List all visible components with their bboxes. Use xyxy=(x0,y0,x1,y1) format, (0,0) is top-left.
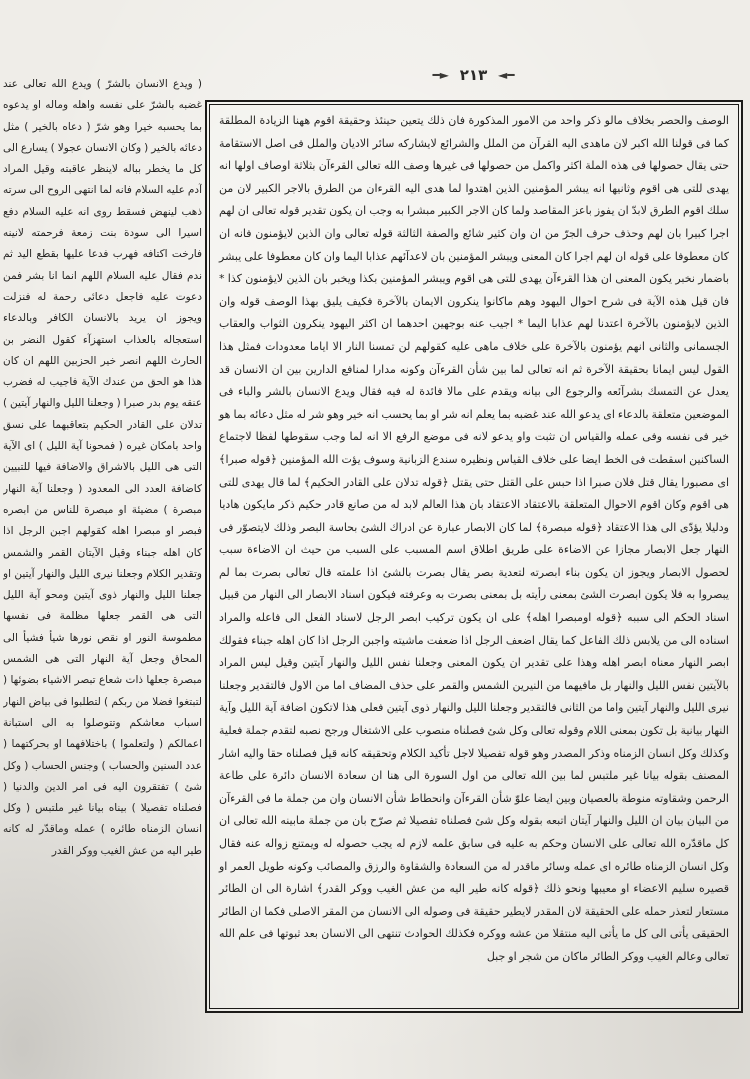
page-number: ٢١٣ xyxy=(459,66,488,84)
page-number-ornament-right: ━◄ xyxy=(498,68,515,82)
page-header xyxy=(205,66,742,84)
page-number-ornament-left: ►━ xyxy=(432,68,449,82)
main-commentary-text: الوصف والحصر بخلاف مالو ذكر واحد من الامور المذكورة فان ذلك يتعين حينئذ وحقيقة اقوم ههنا الزيادة المطلقة كما فى قولنا الله اكبر لان ماهدى اليه القرآن من الملل والشرائع لايشاركه سائر الاديان والملل فى اصل الاستقامة حتى يقال حصولها فى هذه الملة اكثر واكمل من حصولها فى غيرها وصف الله تعالى القرءآن بثلاثة اوصاف اولها انه يهدى للتى هى اقوم وثانيها انه يبشر المؤمنين الذين اهتدوا لما هدى اليه القرءان من الطرق بالاجر الكبير لان من سلك اقوم الطرق لابدّ ان يفوز باعز المقاصد ولما كان الاجر الكبير مبشرا به وجب ان يكون تقدير قوله تعالى ان لهم اجرا كبيرا بان لهم وحذف حرف الجرّ من ان وان كثير شائع والصفة الثالثة قوله تعالى وان الذين لايؤمنون فانه ان كان معطوفا على قوله ان لهم اجرا كان المعنى ويبشر المؤمنين بان لاعدآئهم عذابا اليما وان كان معطوفا على يبشر باضمار نخبر يكون المعنى ان هذا القرءآن يهدى للتى هى اقوم ويبشر المؤمنين بكذا ويخبر بان الذين لايؤمنون كذا * فان قيل هذه الآية فى شرح احوال اليهود وهم ماكانوا ينكرون الايمان بالآخرة فكيف يليق بهذا الوصف قوله وان الذين لايؤمنون بالآخرة اعتدنا لهم عذابا اليما * اجيب عنه بوجهين احدهما ان اكثر اليهود ينكرون الثواب والعقاب الجسمانى والثانى انهم يؤمنون بالآخرة على خلاف ماهى عليه كقولهم لن تمسنا النار الا اياما معدودات فمثل هذا القول ليس ايمانا بحقيقة الآخرة ثم انه تعالى لما بين شأن القرءآن وكونه مدارا لمنافع الدارين بين ان الانسان قد يعدل عن التمسك بشرآئعه والرجوع الى بيانه ويقدم على مالا فائدة له فيه فقال ويدع الانسان بالشر والباء فى الموضعين متعلقة بالدعاء اى يدعو الله عند غضبه بما يعلم انه شر او بما يحسب انه خير وهو شر له مثل دعائه بما هو خير فى نفسه وفى عمله والقياس ان تثبت واو يدعو لانه فى موضع الرفع الا انه لما وجب سقوطها لفظا لاجتماع الساكنين اسقطت فى الخط ايضا على خلاف القياس ونظيره سندع الزبانية وسوف يؤت الله المؤمنين ﴿قوله صبرا﴾ اى مصبورا يقال قتل فلان صبرا اذا حبس على القتل حتى يقتل ﴿قوله تدلان على القادر الحكيم﴾ لما قال يهدى للتى هى اقوم وكان اقوم الاحوال المتعلقة بالاعتقاد الاعتقاد بان هذا العالم لابد له من صانع قادر حكيم ذكر مايكون هاديا ودليلا يؤدّى الى هذا الاعتقاد ﴿قوله مبصرة﴾ لما كان الابصار عبارة عن ادراك الشئ بحاسة البصر وذلك لايتصوّر فى النهار جعل الابصار مجازا عن الاضاءة على طريق اطلاق اسم المسبب على السبب من حيث ان الاضاءة سبب لحصول الابصار ويجوز ان يكون بناء ابصرته لتعدية بصر يقال بصرت بالشئ اذا علمته قال تعالى بصرت بما لم يبصروا به فلا يكون ابصرت الشئ بمعنى رأيته بل بمعنى بصرت به وعرفته فيكون اسناد الابصار الى النهار من قبيل اسناد الحكم الى سببه ﴿قوله اومبصرا اهله﴾ على ان يكون تركيب ابصر الرجل لاسناد الفعل الى فاعله والمراد اسناده الى من يلابس ذلك الفاعل كما يقال اضعف الرجل اذا ضعفت ماشيته واجبن الرجل اذا كان اهله جبناء فقولك ابصر النهار معناه ابصر اهله وهذا على تقدير ان يكون المعنى وجعلنا نفس الليل والنهار آيتين وقيل ليس المراد بالآيتين نفس الليل والنهار بل مافيهما من النيرين الشمس والقمر على حذف المضاف اما من الاول فالتقدير وجعلنا نيرى الليل والنهار آيتين واما من الثانى فالتقدير وجعلنا الليل والنهار ذوى آيتين فعلى هذا لاتكون اضافة آية الليل وآية النهار بيانية بل تكون بمعنى اللام وقوله تعالى وكل شئ فصلناه منصوب على الاشتغال ورجح نصبه لتقدم جملة فعلية وكذلك وكل انسان الزمناه وذكر المصدر وهو قوله تفصيلا لاجل تأكيد الكلام وتحقيقه كانه قيل فصلناه حقا واليه اشار المصنف بقوله بيانا غير ملتبس لما بين الله تعالى من اول السورة الى هنا ان سعادة الانسان دائرة على طاعة الرحمن وشقاوته منوطة بالعصيان وبين ايضا علوّ شأن القرءآن وانحطاط شأن الانسان وان من جملة ما فى القرءآن من البيان بيان ان الليل والنهار آيتان اتبعه بقوله وكل شئ فصلناه تفصيلا ثم صرّح بان من جملة مابينه الله تعالى ان كل ماقدّره الله تعالى على الانسان وحكم به عليه فى سابق علمه لازم له يجب حصوله له ويمتنع زواله عنه فقال وكل انسان الزمناه طائره اى عمله وسائر ماقدر له من السعادة والشقاوة والرزق والمصائب وكونه طويل العمر او قصيره سليم الاعضاء او معيبها ونحو ذلك ﴿قوله كانه طير اليه من عش الغيب ووكر القدر﴾ اشارة الى ان الطائر مستعار لتعذر حمله على الحقيقة لان المقدر لايطير حقيقة فى وصوله الى الانسان من المقر الاصلى فكما ان الطائر الحقيقى يأتى الى كل ما يأتى اليه منتقلا من عشه ووكره فكذلك الحوادث تنتهى الى الانسان بعد ثبوتها فى علم الله تعالى وعالم الغيب ووكر الطائر ماكان من شجر او جبل xyxy=(219,114,729,963)
main-text-frame-inner xyxy=(209,104,739,1009)
main-text-frame xyxy=(205,100,743,1013)
margin-gloss-text: ( ويدع الانسان بالشرّ ) ويدع الله تعالى عند غضبه بالشرّ على نفسه واهله وماله او يدعوه بما يحسبه خيرا وهو شرّ ( دعاه بالخير ) مثل دعائه بالخير ( وكان الانسان عجولا ) يسارع الى كل ما يخطر بباله لاينظر عاقبته وقيل المراد آدم عليه السلام فانه لما انتهى الروح الى سرته ذهب لينهض فسقط روى انه عليه السلام دفع اسيرا الى سودة بنت زمعة فرحمته لانينه فارخت اكتافه فهرب فدعا عليها بقطع اليد ثم ندم فقال عليه السلام اللهم انما انا بشر فمن دعوت عليه فاجعل دعائى رحمة له فنزلت ويجوز ان يريد بالانسان الكافر وبالدعاء استعجاله بالعذاب استهزآء كقول النضر بن الحارث اللهم انصر خير الحزبين اللهم ان كان هذا هو الحق من عندك الآية فاجيب له فضرب عنقه يوم بدر صبرا ( وجعلنا الليل والنهار آيتين ) تدلان على القادر الحكيم بتعاقبهما على نسق واحد بامكان غيره ( فمحونا آية الليل ) اى الآية التى هى الليل بالاشراق والاضافة فيها للتبيين كاضافة العدد الى المعدود ( وجعلنا آية النهار مبصرة ) مضيئة او مبصرة للناس من ابصره فبصر او مبصرا اهله كقولهم اجبن الرجل اذا كان اهله جبناء وقيل الآيتان القمر والشمس وتقدير الكلام وجعلنا نيرى الليل والنهار آيتين او جعلنا الليل والنهار ذوى آيتين ومحو آية الليل التى هى القمر جعلها مظلمة فى نفسها مطموسة النور او نقص نورها شيأ فشيأ الى المحاق وجعل آية النهار التى هى الشمس مبصرة جعلها ذات شعاع تبصر الاشياء بضوئها ( لتبتغوا فضلا من ربكم ) لتطلبوا فى بياض النهار اسباب معاشكم وتتوصلوا به الى استبانة اعمالكم ( ولتعلموا ) باختلافهما او بحركتهما ( عدد السنين والحساب ) وجنس الحساب ( وكل شئ ) تفتقرون اليه فى امر الدين والدنيا ( فصلناه تفصيلا ) بيناه بيانا غير ملتبس ( وكل انسان الزمناه طائره ) عمله وماقدّر له كانه طير اليه من عش الغيب ووكر القدر xyxy=(3,78,202,857)
